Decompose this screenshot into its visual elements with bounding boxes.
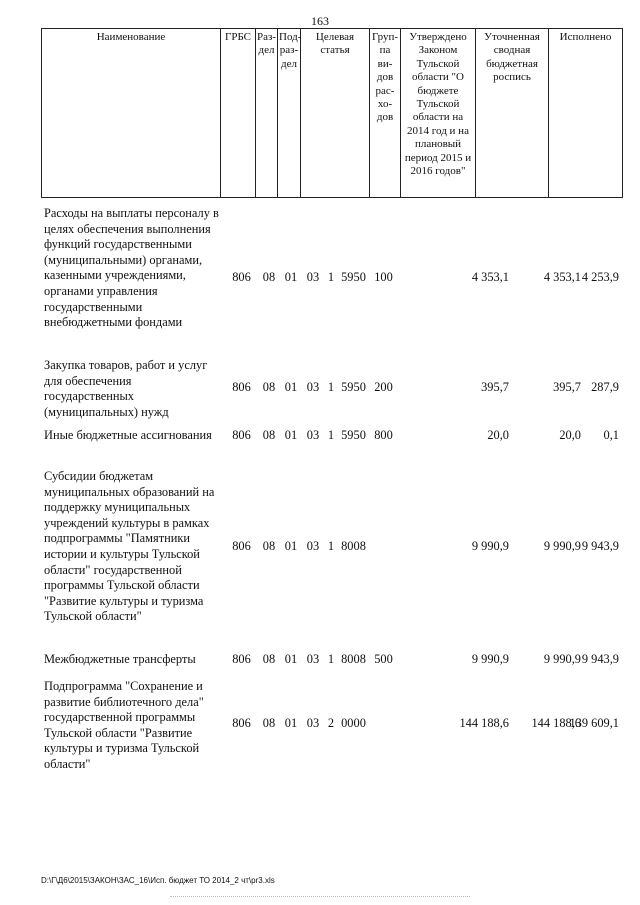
cell-podrazdel: 01 (284, 539, 298, 553)
cell-cs-subprogram: 2 (327, 716, 335, 730)
footer-file-path: D:\Г\Д6\2015\ЗАКОН\ЗАС_16\Исп. бюджет ТО 2014_2 чт\pr3.xls (41, 876, 275, 885)
cell-gruppa: 800 (374, 428, 393, 442)
header-name: Наименование (42, 29, 221, 198)
row-name: Иные бюджетные ассигнования (44, 428, 212, 442)
cell-gruppa: 100 (374, 270, 393, 284)
cell-cs-program: 03 (306, 539, 320, 553)
cell-podrazdel: 01 (284, 380, 298, 394)
row-name: Подпрограмма "Сохранение и развитие библиотечного дела" государственной программы Тульской области "Развитие культуры и туризма Тульской области" (44, 679, 204, 771)
cell-cs-program: 03 (306, 428, 320, 442)
header-celevaya: Целевая статья (301, 29, 370, 198)
cell-ispolneno: 0,1 (603, 428, 619, 442)
header-utverzhdeno: Утверждено Законом Тульской области "О бюджете Тульской области на 2014 год и на плановый период 2015 и 2016 годов" (401, 29, 476, 198)
row-name: Межбюджетные трансферты (44, 652, 196, 666)
cell-cs-subprogram: 1 (327, 270, 335, 284)
row-name: Закупка товаров, работ и услуг для обеспечения государственных (муниципальных) нужд (44, 358, 208, 419)
cell-utverzhdeno: 9 990,9 (471, 539, 509, 553)
cell-utverzhdeno: 4 353,1 (471, 270, 509, 284)
cell-utochnennaya: 9 990,9 (543, 652, 581, 666)
header-grbs: ГРБС (221, 29, 256, 198)
cell-razdel: 08 (262, 380, 276, 394)
cell-cs-code: 5950 (341, 428, 366, 442)
cell-razdel: 08 (262, 428, 276, 442)
cell-podrazdel: 01 (284, 270, 298, 284)
cell-podrazdel: 01 (284, 716, 298, 730)
cell-ispolneno: 139 609,1 (569, 716, 619, 730)
cell-utochnennaya: 4 353,1 (543, 270, 581, 284)
cell-grbs: 806 (232, 428, 251, 442)
cell-ispolneno: 4 253,9 (581, 270, 619, 284)
cell-cs-subprogram: 1 (327, 652, 335, 666)
cell-cs-program: 03 (306, 716, 320, 730)
cell-razdel: 08 (262, 270, 276, 284)
cell-cs-code: 8008 (341, 539, 366, 553)
cell-podrazdel: 01 (284, 652, 298, 666)
header-gruppa: Груп- па ви- дов рас- хо- дов (370, 29, 401, 198)
cell-cs-subprogram: 1 (327, 428, 335, 442)
cell-ispolneno: 9 943,9 (581, 539, 619, 553)
header-razdel: Раз- дел (256, 29, 278, 198)
cell-gruppa: 500 (374, 652, 393, 666)
cell-ispolneno: 9 943,9 (581, 652, 619, 666)
table-header (41, 28, 623, 198)
cell-razdel: 08 (262, 539, 276, 553)
cell-utverzhdeno: 9 990,9 (471, 652, 509, 666)
cell-ispolneno: 287,9 (591, 380, 619, 394)
cell-cs-subprogram: 1 (327, 380, 335, 394)
row-name: Субсидии бюджетам муниципальных образований на поддержку муниципальных учреждений культуры в рамках подпрограммы "Памятники истории и культуры Тульской области" государственной программы Тульской области "Развитие культуры и туризма Тульской области" (44, 469, 215, 624)
page-number: 163 (311, 14, 329, 28)
cell-utochnennaya: 144 188,6 (531, 716, 581, 730)
cell-utochnennaya: 20,0 (559, 428, 581, 442)
header-podrazdel: Под- раз- дел (278, 29, 301, 198)
cell-razdel: 08 (262, 716, 276, 730)
cell-utochnennaya: 9 990,9 (543, 539, 581, 553)
cell-cs-code: 8008 (341, 652, 366, 666)
cell-cs-program: 03 (306, 652, 320, 666)
row-name: Расходы на выплаты персоналу в целях обеспечения выполнения функций государственными (муниципальными) органами, казенными учреждениями, органами управления государственными внебюджетными фондами (44, 206, 219, 330)
cell-utverzhdeno: 144 188,6 (459, 716, 509, 730)
cell-gruppa: 200 (374, 380, 393, 394)
cell-grbs: 806 (232, 716, 251, 730)
cell-razdel: 08 (262, 652, 276, 666)
cell-grbs: 806 (232, 380, 251, 394)
cell-grbs: 806 (232, 539, 251, 553)
cell-utochnennaya: 395,7 (553, 380, 581, 394)
cell-utverzhdeno: 20,0 (487, 428, 509, 442)
cell-utverzhdeno: 395,7 (481, 380, 509, 394)
header-utochnennaya: Уточненная сводная бюджетная роспись (476, 29, 549, 198)
cell-cs-code: 0000 (341, 716, 366, 730)
cell-cs-code: 5950 (341, 380, 366, 394)
cell-grbs: 806 (232, 652, 251, 666)
cell-cs-program: 03 (306, 270, 320, 284)
cell-podrazdel: 01 (284, 428, 298, 442)
page-bottom-divider (170, 896, 470, 897)
cell-cs-subprogram: 1 (327, 539, 335, 553)
cell-cs-code: 5950 (341, 270, 366, 284)
header-ispolneno: Исполнено (549, 29, 623, 198)
cell-cs-program: 03 (306, 380, 320, 394)
cell-grbs: 806 (232, 270, 251, 284)
